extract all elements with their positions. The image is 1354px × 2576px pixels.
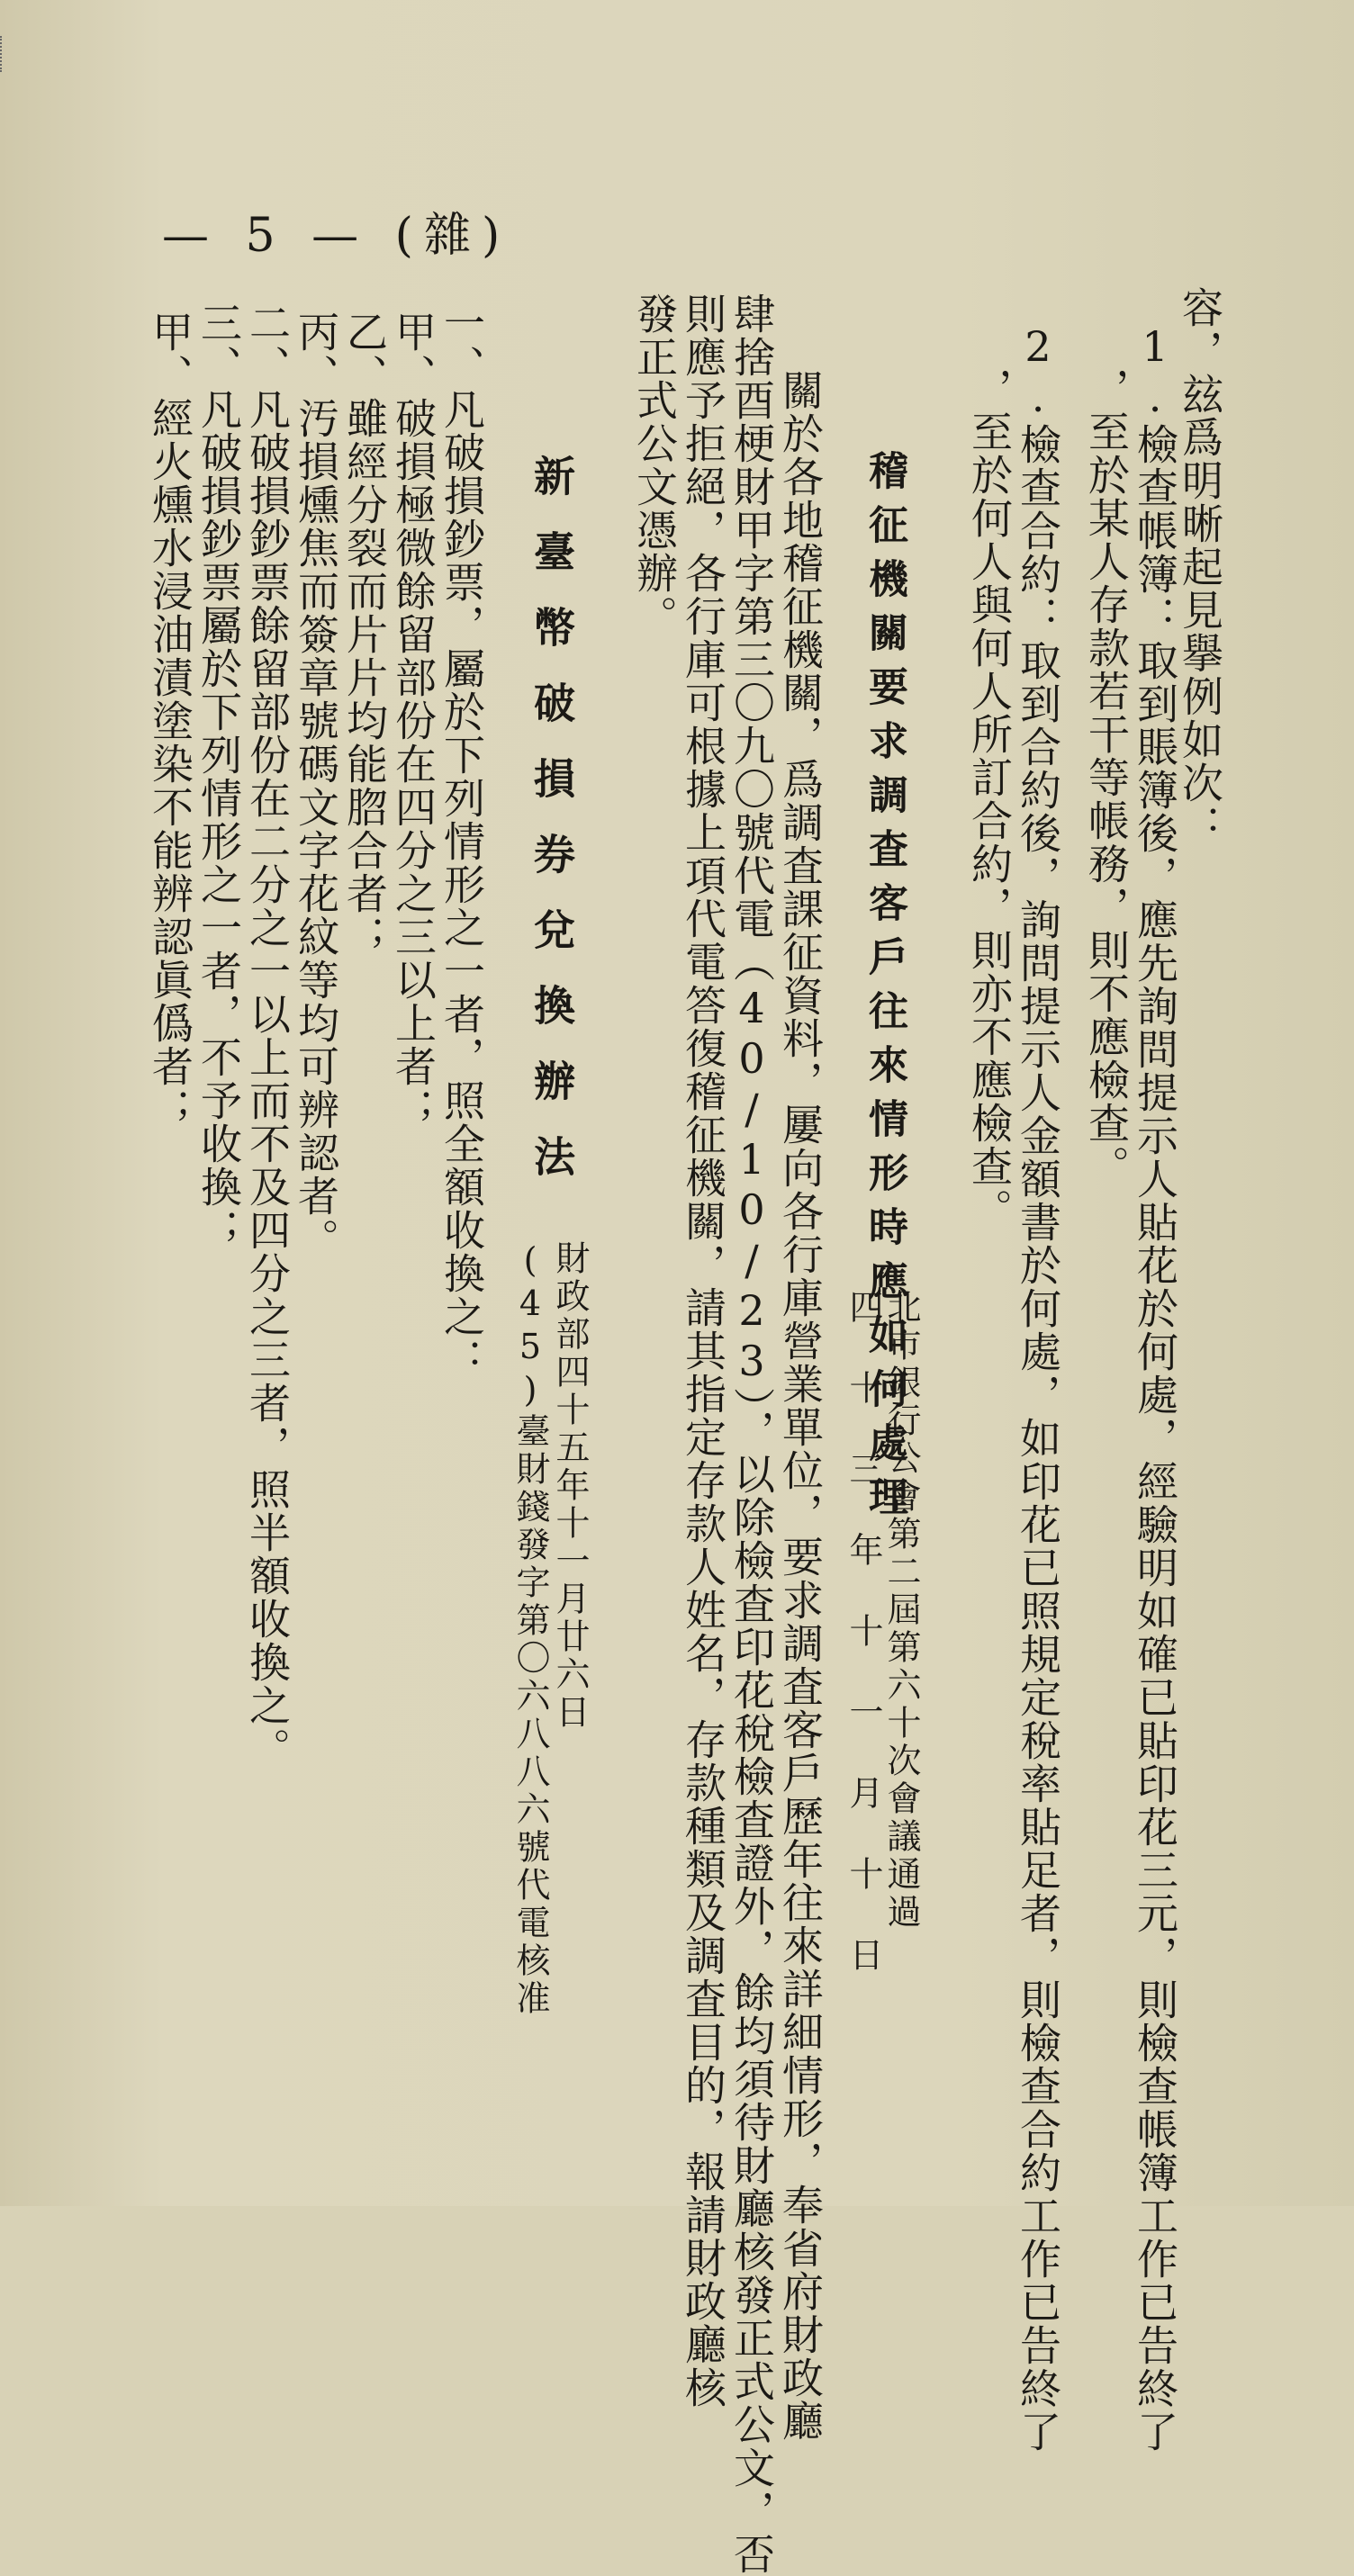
section2-source-date: 四 十 三 年 十 一 月 十 日 (844, 1289, 883, 1975)
section2-source-meeting: 北市銀行公會第二屆第六十次會議通過 (881, 1289, 921, 1932)
section2-line-2: 肆捨酉梗財甲字第三〇九〇號代電（40/10/23），以除檢査印花稅檢査證外，餘均須待財廳核發正式公文，否 (727, 293, 776, 2576)
section1-line-1: 容，玆爲明晰起見擧例如次： (1176, 286, 1224, 848)
section3-source-telegram: (45)臺財錢發字第〇六八八六號代電核准 (510, 1240, 550, 2018)
page-number-header: — 5 — (雜) (162, 209, 511, 263)
section2-line-1: 關於各地稽征機關，爲調査課征資料，屢向各行庫營業單位，要求調査客戶歷年往來詳細情形，奉省府財政廳 (776, 369, 825, 2443)
section3-item-1b: 乙、雖經分裂而片片均能脗合者； (340, 311, 389, 959)
section3-item-1a: 甲、破損極微餘留部份在四分之三以上者； (389, 311, 438, 1131)
section3-item-3: 三、凡破損鈔票屬於下列情形之一者，不予收換； (194, 302, 243, 1252)
binding-edge-marks (0, 36, 11, 72)
section3-item-3a: 甲、經火燻水浸油漬塗染不能辨認眞僞者； (146, 311, 194, 1131)
section1-line-2: 1.檢查帳簿：取到賬簿後，應先詢問提示人貼花於何處，經驗明如確已貼印花三元，則檢查帳簿工作已告終了 (1131, 322, 1179, 2454)
section3-item-1: 一、凡破損鈔票，屬於下列情形之一者，照全額收換之： (438, 302, 486, 1382)
section2-title: 稽征機關要求調査客戶往來情形時應如何處理 (862, 450, 907, 1530)
section3-source-ministry: 財政部四十五年十一月廿六日 (550, 1240, 590, 1732)
section1-line-5: ，至於何人與何人所訂合約，則亦不應檢查。 (965, 367, 1014, 1231)
section2-line-3: 則應予拒絕，各行庫可根據上項代電答復稽征機關，請其指定存款人姓名，存款種類及調査目的，報請財政廳核 (679, 293, 727, 2409)
section1-line-3: ，至於某人存款若干等帳務，則不應檢查。 (1082, 367, 1131, 1188)
section2-line-4: 發正式公文憑辦。 (630, 293, 679, 638)
section3-item-1c: 丙、汚損燻焦而簽章號碼文字花紋等均可辨認者。 (292, 311, 340, 1261)
section3-item-2: 二、凡破損鈔票餘留部份在二分之一以上而不及四分之三者，照半額收換之。 (243, 302, 292, 1770)
section1-line-4: 2.檢查合約：取到合約後，詢問提示人金額書於何處，如印花已照規定稅率貼足者，則檢查合約工作已告終了 (1014, 322, 1062, 2454)
section3-title: 新臺幣破損券兌換辦法 (528, 455, 576, 1211)
